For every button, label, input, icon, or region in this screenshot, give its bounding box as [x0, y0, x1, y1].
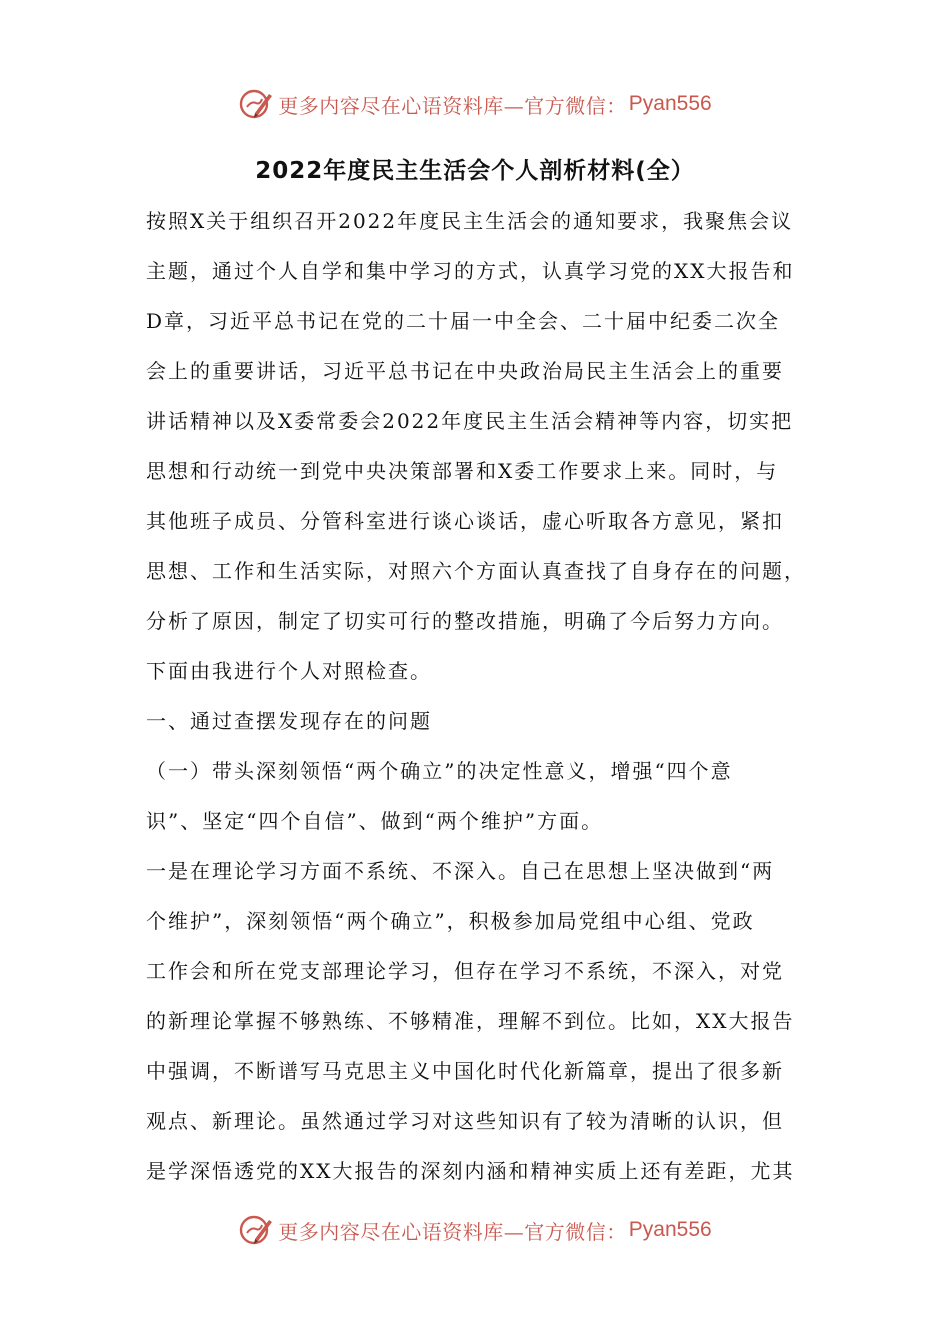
pen-logo-icon [238, 86, 274, 122]
body-line: D章，习近平总书记在党的二十届一中全会、二十届中纪委二次全 [146, 309, 781, 333]
document-title: 2022年度民主生活会个人剖析材料(全） [255, 158, 695, 184]
header-watermark-text: 更多内容尽在心语资料库—官方微信： [278, 93, 627, 118]
section-heading: 一、通过查摆发现存在的问题 [146, 709, 432, 733]
body-line: 会上的重要讲话，习近平总书记在中央政治局民主生活会上的重要 [146, 359, 784, 383]
body-line: 工作会和所在党支部理论学习，但存在学习不系统，不深入，对党 [146, 959, 784, 983]
body-line: 中强调，不断谱写马克思主义中国化时代化新篇章，提出了很多新 [146, 1059, 784, 1083]
body-line: 思想和行动统一到党中央决策部署和X委工作要求上来。同时，与 [146, 459, 779, 483]
subsection-heading: （一）带头深刻领悟“两个确立”的决定性意义，增强“四个意 [146, 759, 733, 783]
pen-logo-icon [238, 1212, 274, 1248]
body-line: 按照X关于组织召开2022年度民主生活会的通知要求，我聚焦会议 [146, 209, 794, 233]
footer-watermark-id: Pyan556 [628, 1218, 712, 1241]
body-line: 分析了原因，制定了切实可行的整改措施，明确了今后努力方向。 [146, 609, 784, 633]
footer-watermark-text: 更多内容尽在心语资料库—官方微信： [278, 1219, 627, 1244]
body-line: 是学深悟透党的XX大报告的深刻内涵和精神实质上还有差距，尤其 [146, 1159, 795, 1183]
body-line: 一是在理论学习方面不系统、不深入。自己在思想上坚决做到“两 [146, 859, 775, 883]
body-line: 的新理论掌握不够熟练、不够精准，理解不到位。比如，XX大报告 [146, 1009, 795, 1033]
body-line: 主题，通过个人自学和集中学习的方式，认真学习党的XX大报告和 [146, 259, 795, 283]
body-line: 观点、新理论。虽然通过学习对这些知识有了较为清晰的认识，但 [146, 1109, 784, 1133]
header-watermark [0, 82, 950, 126]
body-line: 个维护”，深刻领悟“两个确立”，积极参加局党组中心组、党政 [146, 909, 755, 933]
footer-watermark [0, 1208, 950, 1252]
body-line: 思想、工作和生活实际，对照六个方面认真查找了自身存在的问题， [146, 559, 806, 583]
body-line: 其他班子成员、分管科室进行谈心谈话，虚心听取各方意见，紧扣 [146, 509, 784, 533]
subsection-heading: 识”、坚定“四个自信”、做到“两个维护”方面。 [146, 809, 604, 833]
document-body [146, 196, 826, 1196]
header-watermark-id: Pyan556 [628, 92, 712, 115]
body-line: 讲话精神以及X委常委会2022年度民主生活会精神等内容，切实把 [146, 409, 794, 433]
body-line: 下面由我进行个人对照检查。 [146, 659, 432, 683]
